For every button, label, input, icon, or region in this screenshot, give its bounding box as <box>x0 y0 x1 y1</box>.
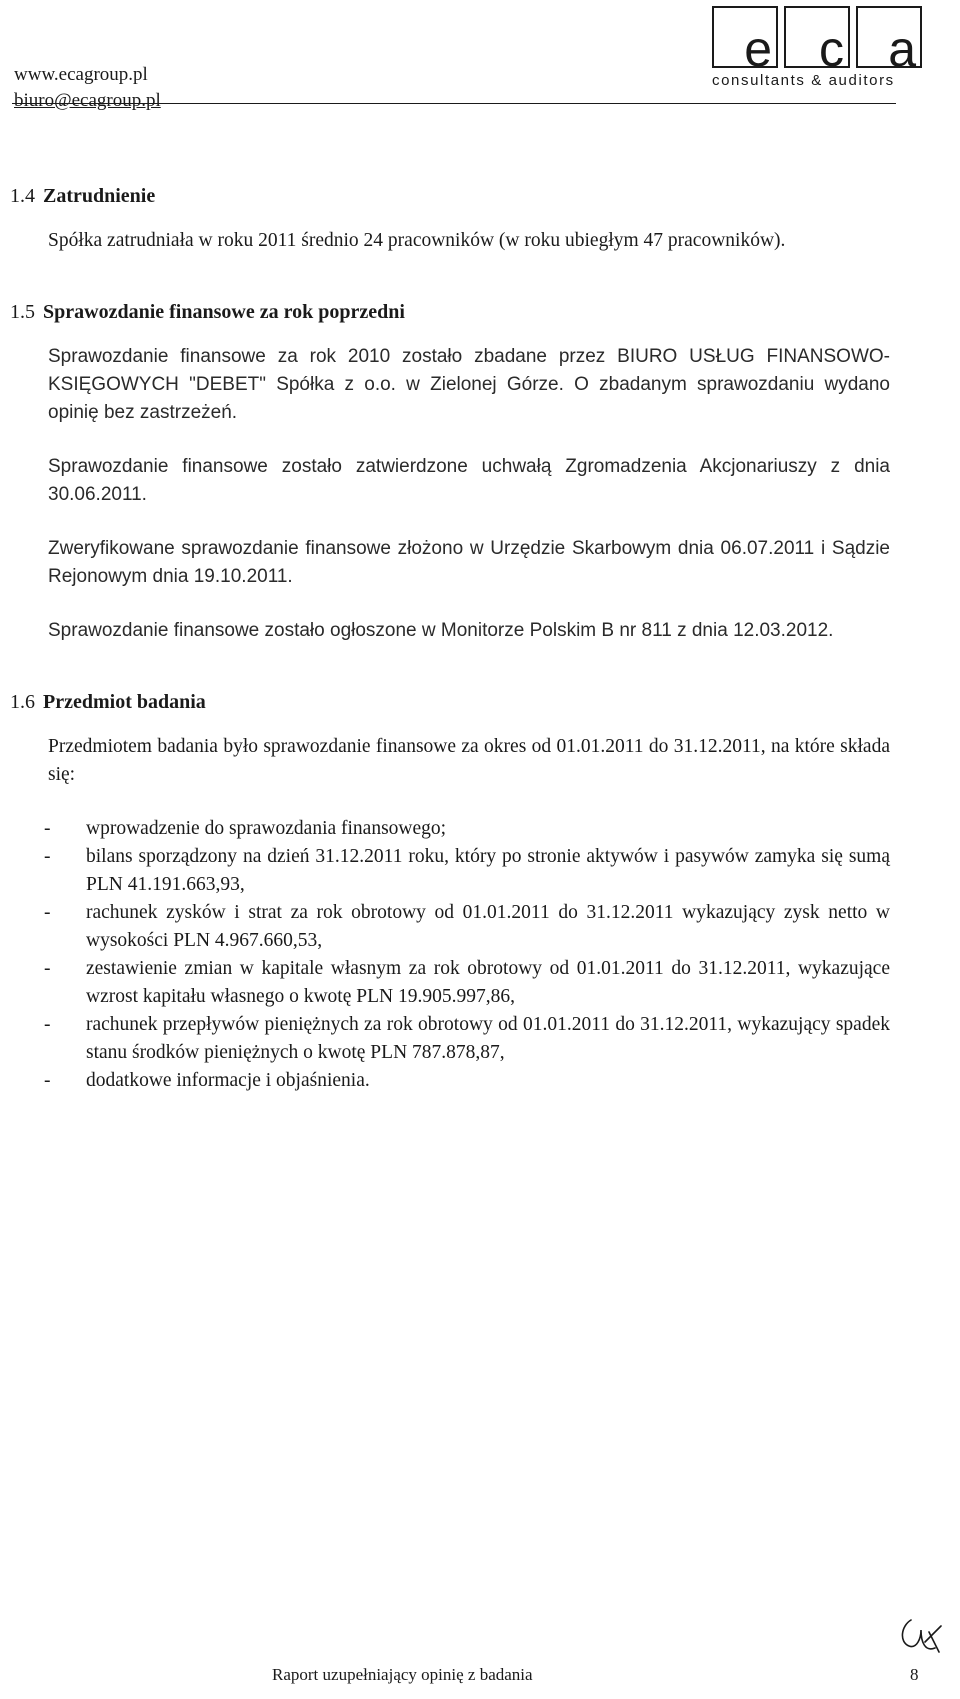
employment-paragraph: Spółka zatrudniała w roku 2011 średnio 24 pracowników (w roku ubiegłym 47 pracowników). <box>48 230 786 251</box>
list-item: - rachunek przepływów pieniężnych za rok obrotowy od 01.01.2011 do 31.12.2011, wykazujący spadek stanu środków pieniężnych o kwotę PLN 787.878,87, <box>44 1014 890 1063</box>
statement-components-list <box>10 815 890 1095</box>
list-item: - wprowadzenie do sprawozdania finansowego; <box>44 818 447 839</box>
section-title-1-6 <box>10 689 890 715</box>
section-title-1-4 <box>10 183 890 209</box>
eca-logo <box>712 6 922 89</box>
filing-paragraph: Zweryfikowane sprawozdanie finansowe złożono w Urzędzie Skarbowym dnia 06.07.2011 i Sądzie Rejonowym dnia 19.10.2011. <box>48 538 890 587</box>
logo-letter-e: e <box>744 21 772 77</box>
section-number: 1.6 <box>10 691 35 713</box>
logo-box-c <box>784 6 850 77</box>
logo-boxes <box>712 6 922 77</box>
logo-tagline: consultants & auditors <box>712 72 895 89</box>
list-item: - bilans sporządzony na dzień 31.12.2011 roku, który po stronie aktywów i pasywów zamyka się sumą PLN 41.191.663,93, <box>44 846 890 895</box>
list-item: - dodatkowe informacje i objaśnienia. <box>44 1070 370 1091</box>
header-divider <box>12 103 896 104</box>
page-number: 8 <box>910 1665 919 1684</box>
section-number: 1.4 <box>10 185 35 207</box>
logo-box-a <box>856 6 922 77</box>
section-heading: Zatrudnienie <box>43 185 156 207</box>
handwritten-initials <box>895 1612 945 1658</box>
publication-paragraph: Sprawozdanie finansowe zostało ogłoszone w Monitorze Polskim B nr 811 z dnia 12.03.2012. <box>48 620 834 641</box>
website-link[interactable]: www.ecagroup.pl <box>14 64 148 85</box>
section-number: 1.5 <box>10 301 35 323</box>
footer-title: Raport uzupełniający opinię z badania <box>272 1665 533 1684</box>
logo-box-e <box>712 6 778 77</box>
logo-letter-c: c <box>819 21 844 77</box>
list-item: - rachunek zysków i strat za rok obrotowy od 01.01.2011 do 31.12.2011 wykazujący zysk netto w wysokości PLN 4.967.660,53, <box>44 902 890 951</box>
header-contact <box>14 62 161 114</box>
section-heading: Przedmiot badania <box>43 691 206 713</box>
document-body <box>10 183 890 1095</box>
logo-letter-a: a <box>888 21 916 77</box>
approval-paragraph: Sprawozdanie finansowe zostało zatwierdzone uchwałą Zgromadzenia Akcjonariuszy z dnia 30.06.2011. <box>48 456 890 505</box>
section-title-1-5 <box>10 299 890 325</box>
list-item: - zestawienie zmian w kapitale własnym za rok obrotowy od 01.01.2011 do 31.12.2011, wykazujące wzrost kapitału własnego o kwotę PLN 19.905.997,86, <box>44 958 890 1007</box>
section-heading: Sprawozdanie finansowe za rok poprzedni <box>43 301 405 323</box>
email-link[interactable]: biuro@ecagroup.pl <box>14 90 161 111</box>
subject-paragraph: Przedmiotem badania było sprawozdanie finansowe za okres od 01.01.2011 do 31.12.2011, na które składa się: <box>48 736 890 785</box>
prior-audit-paragraph: Sprawozdanie finansowe za rok 2010 zostało zbadane przez BIURO USŁUG FINANSOWO-KSIĘGOWYCH "DEBET" Spółka z o.o. w Zielonej Górze. O zbadanym sprawozdaniu wydano opinię bez zastrzeżeń. <box>48 346 890 423</box>
